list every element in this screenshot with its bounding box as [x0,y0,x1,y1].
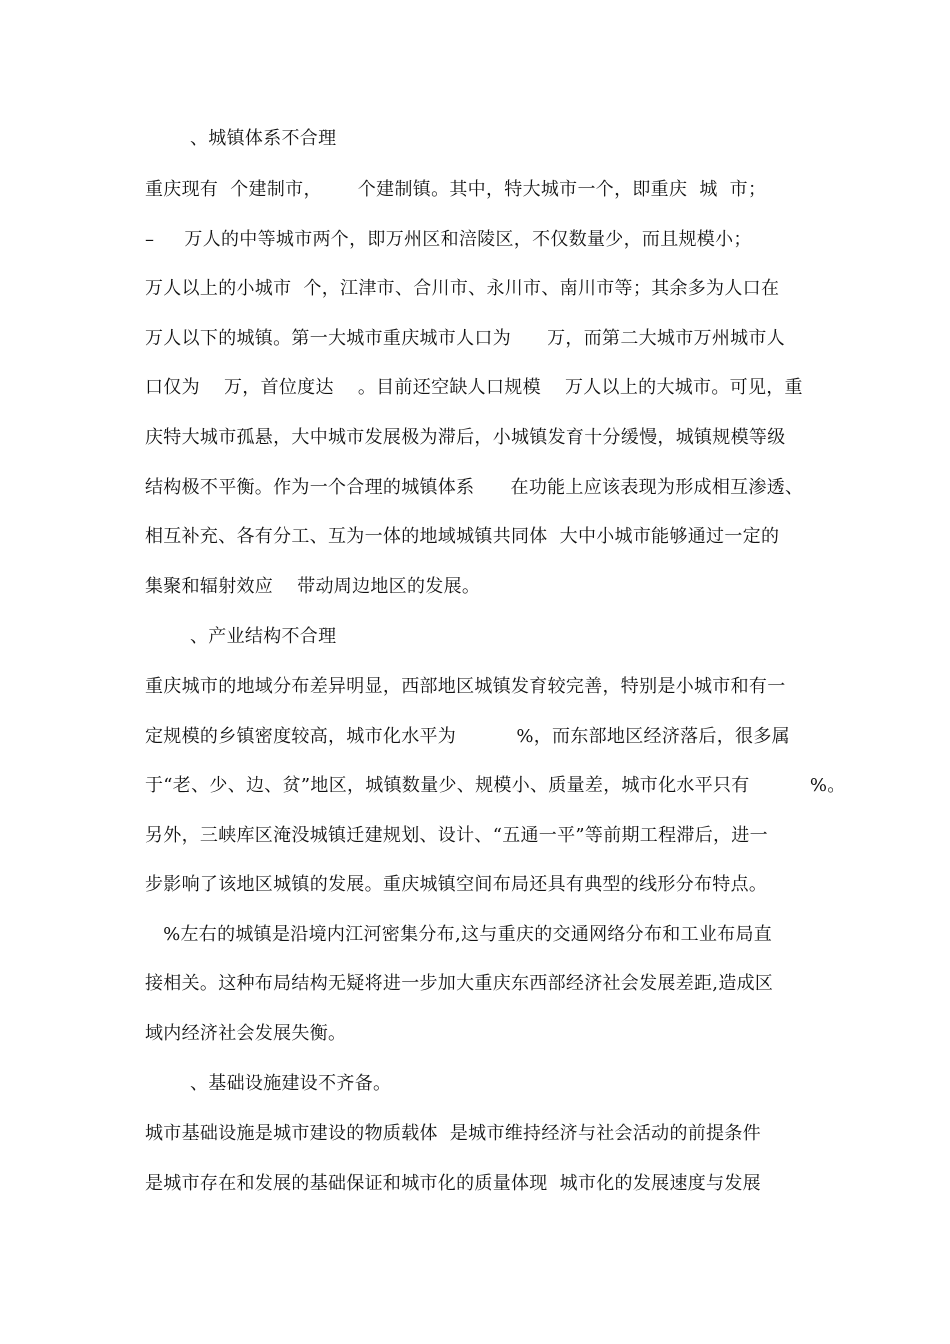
paragraph-line: 相互补充、各有分工、互为一体的地域城镇共同体 大中小城市能够通过一定的 [145,526,780,547]
paragraph-line: 域内经济社会发展失衡。 [145,1023,347,1044]
paragraph-line: – 万人的中等城市两个，即万州区和涪陵区，不仅数量少，而且规模小； [145,229,752,250]
paragraph-line: 重庆现有 个建制市， 个建制镇。其中，特大城市一个，即重庆 城 市； [145,179,767,200]
paragraph-line: %左右的城镇是沿境内江河密集分布,这与重庆的交通网络分布和工业布局直 [145,924,773,945]
paragraph-line: 是城市存在和发展的基础保证和城市化的质量体现 城市化的发展速度与发展 [145,1173,761,1194]
paragraph-line: 万人以下的城镇。第一大城市重庆城市人口为 万，而第二大城市万州城市人 [145,328,786,349]
section-heading-infrastructure: 、基础设施建设不齐备。 [190,1073,392,1094]
section-heading-industry-structure: 、产业结构不合理 [190,626,337,647]
paragraph-line: 万人以上的小城市 个，江津市、合川市、永川市、南川市等；其余多为人口在 [145,278,780,299]
paragraph-line: 定规模的乡镇密度较高，城市化水平为 %，而东部地区经济落后，很多属 [145,726,790,747]
paragraph-line: 于“老、少、边、贫”地区，城镇数量少、规模小、质量差，城市化水平只有 %。 [145,775,846,796]
paragraph-line: 接相关。这种布局结构无疑将进一步加大重庆东西部经济社会发展差距,造成区 [145,973,774,994]
paragraph-line: 口仅为 万，首位度达 。目前还空缺人口规模 万人以上的大城市。可见，重 [145,377,803,398]
paragraph-line: 结构极不平衡。作为一个合理的城镇体系 在功能上应该表现为形成相互渗透、 [145,477,804,498]
paragraph-line: 城市基础设施是城市建设的物质载体 是城市维持经济与社会活动的前提条件 [145,1123,761,1144]
paragraph-line: 集聚和辐射效应 带动周边地区的发展。 [145,576,481,597]
paragraph-line: 另外，三峡库区淹没城镇迁建规划、设计、“五通一平”等前期工程滞后，进一 [145,825,768,846]
section-heading-urban-system: 、城镇体系不合理 [190,128,337,149]
paragraph-line: 重庆城市的地域分布差异明显，西部地区城镇发育较完善，特别是小城市和有一 [145,676,786,697]
paragraph-line: 庆特大城市孤悬，大中城市发展极为滞后，小城镇发育十分缓慢，城镇规模等级 [145,427,786,448]
paragraph-line: 步影响了该地区城镇的发展。重庆城镇空间布局还具有典型的线形分布特点。 [145,874,768,895]
